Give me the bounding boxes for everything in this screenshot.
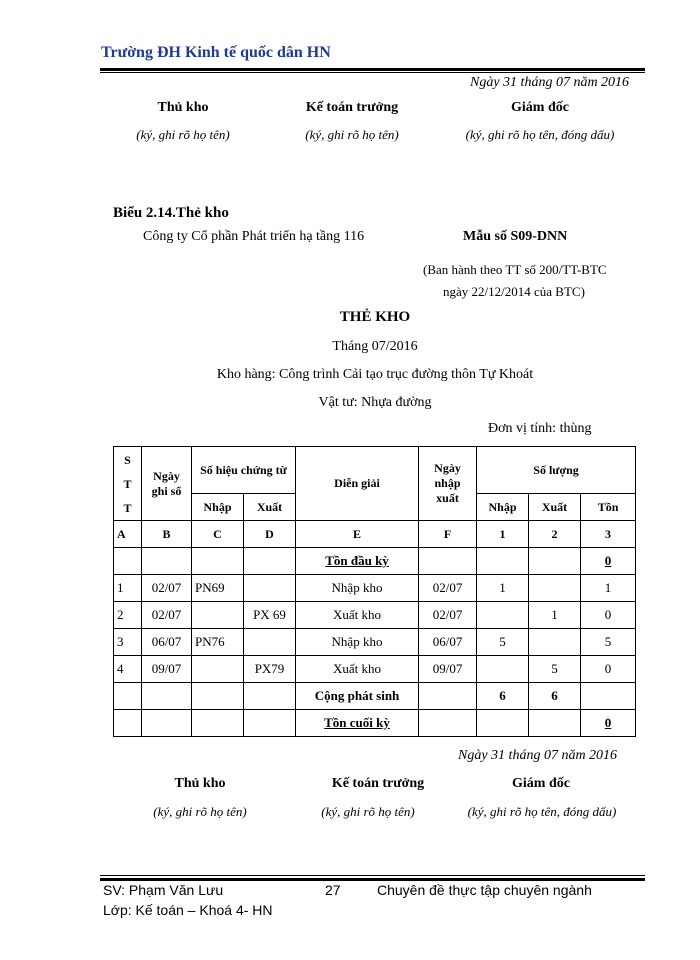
document-title: THẺ KHO [339, 309, 411, 325]
closing-row [114, 710, 636, 737]
table-row [114, 629, 636, 656]
top-sign-director-note: (ký, ghi rõ họ tên, đóng dấu) [465, 127, 615, 142]
top-sign-storekeeper-note: (ký, ghi rõ họ tên) [136, 127, 230, 142]
table-row [114, 656, 636, 683]
header-qty-out: Xuất [529, 494, 581, 521]
opening-value: 0 [604, 553, 612, 568]
row-balance: 5 [581, 629, 636, 656]
row-stt: 1 [114, 575, 142, 602]
table-row [114, 575, 636, 602]
table-row [114, 602, 636, 629]
row-description: Nhập kho [296, 629, 419, 656]
top-date: Ngày 31 tháng 07 năm 2016 [470, 75, 630, 90]
row-date2: 02/07 [419, 575, 477, 602]
company-name: Công ty Cổ phần Phát triển hạ tầng 116 [143, 229, 365, 244]
row-description: Xuất kho [296, 656, 419, 683]
header-doc-in: Nhập [192, 494, 244, 521]
month: Tháng 07/2016 [332, 339, 418, 354]
code-3: 3 [581, 521, 636, 548]
code-f: F [419, 521, 477, 548]
total-label: Cộng phát sinh [296, 683, 419, 710]
header-quantity: Số lượng [477, 447, 636, 494]
unit: Đơn vị tính: thùng [488, 421, 592, 436]
row-qty-out: 5 [529, 656, 581, 683]
top-sign-director-title: Giám đốc [511, 100, 569, 115]
school-name: Trường ĐH Kinh tế quốc dân HN [101, 44, 331, 61]
row-balance: 0 [581, 656, 636, 683]
opening-label: Tồn đầu kỳ [325, 553, 389, 568]
issued-line-2: ngày 22/12/2014 của BTC) [443, 284, 585, 299]
row-out-no [244, 575, 296, 602]
row-qty-in [477, 602, 529, 629]
form-heading: Biểu 2.14.Thẻ kho [113, 205, 229, 221]
page-number: 27 [325, 882, 341, 898]
code-d: D [244, 521, 296, 548]
row-balance: 0 [581, 602, 636, 629]
row-qty-out [529, 629, 581, 656]
header-description: Diễn giải [296, 447, 419, 521]
row-description: Xuất kho [296, 602, 419, 629]
top-sign-storekeeper-title: Thủ kho [157, 100, 209, 115]
row-in-no [192, 656, 244, 683]
row-date2: 06/07 [419, 629, 477, 656]
footer-rule-thin [100, 875, 645, 876]
row-qty-in: 5 [477, 629, 529, 656]
top-sign-accountant-title: Kế toán trưởng [305, 100, 399, 115]
row-stt: 4 [114, 656, 142, 683]
footer-rule [100, 878, 645, 881]
code-2: 2 [529, 521, 581, 548]
code-e: E [296, 521, 419, 548]
bottom-sign-storekeeper-note: (ký, ghi rõ họ tên) [153, 804, 247, 819]
row-description: Nhập kho [296, 575, 419, 602]
header-date: Ngày ghi sổ [142, 447, 192, 521]
header-stt-3: T [123, 500, 132, 515]
bottom-sign-director-title: Giám đốc [512, 776, 570, 791]
total-row [114, 683, 636, 710]
header-qty-in: Nhập [477, 494, 529, 521]
code-c: C [192, 521, 244, 548]
header-stt-1: S [124, 452, 131, 467]
row-qty-in [477, 656, 529, 683]
row-out-no [244, 629, 296, 656]
bottom-sign-accountant-title: Kế toán trưởng [331, 776, 425, 791]
material: Vật tư: Nhựa đường [318, 395, 432, 410]
issued-line-1: (Ban hành theo TT số 200/TT-BTC [423, 262, 607, 277]
row-date: 06/07 [142, 629, 192, 656]
stock-card-table [113, 446, 636, 737]
row-qty-out: 1 [529, 602, 581, 629]
row-balance: 1 [581, 575, 636, 602]
student-name: SV: Phạm Văn Lưu [103, 882, 224, 898]
bottom-sign-director-note: (ký, ghi rõ họ tên, đóng dấu) [467, 804, 617, 819]
total-out: 6 [529, 683, 581, 710]
row-date: 09/07 [142, 656, 192, 683]
form-number: Mẫu số S09-DNN [463, 229, 568, 244]
code-b: B [142, 521, 192, 548]
table-header-row-1 [114, 447, 636, 494]
report-subject: Chuyên đề thực tập chuyên ngành [377, 882, 592, 898]
closing-label: Tồn cuối kỳ [324, 715, 390, 730]
row-date2: 09/07 [419, 656, 477, 683]
closing-value: 0 [604, 715, 612, 730]
opening-row [114, 548, 636, 575]
header-rule [100, 68, 645, 71]
header-stt [114, 447, 142, 521]
header-balance: Tồn [581, 494, 636, 521]
header-rule-thin [100, 72, 645, 73]
header-date-in-out: Ngày nhập xuất [419, 447, 477, 521]
row-stt: 3 [114, 629, 142, 656]
bottom-sign-accountant-note: (ký, ghi rõ họ tên) [321, 804, 415, 819]
class-name: Lớp: Kế toán – Khoá 4- HN [103, 902, 273, 918]
header-stt-2: T [123, 476, 132, 491]
bottom-sign-storekeeper-title: Thủ kho [174, 776, 226, 791]
row-in-no: PN76 [192, 629, 244, 656]
bottom-date: Ngày 31 tháng 07 năm 2016 [458, 748, 618, 763]
code-1: 1 [477, 521, 529, 548]
row-in-no [192, 602, 244, 629]
total-in: 6 [477, 683, 529, 710]
row-date: 02/07 [142, 602, 192, 629]
column-code-row [114, 521, 636, 548]
row-date: 02/07 [142, 575, 192, 602]
warehouse: Kho hàng: Công trình Cải tạo trục đường thôn Tự Khoát [216, 367, 534, 382]
header-doc-out: Xuất [244, 494, 296, 521]
top-sign-accountant-note: (ký, ghi rõ họ tên) [305, 127, 399, 142]
row-out-no: PX 69 [244, 602, 296, 629]
row-qty-in: 1 [477, 575, 529, 602]
header-doc-number: Số hiệu chứng từ [192, 447, 296, 494]
code-a: A [114, 521, 142, 548]
row-in-no: PN69 [192, 575, 244, 602]
row-stt: 2 [114, 602, 142, 629]
row-out-no: PX79 [244, 656, 296, 683]
row-date2: 02/07 [419, 602, 477, 629]
row-qty-out [529, 575, 581, 602]
